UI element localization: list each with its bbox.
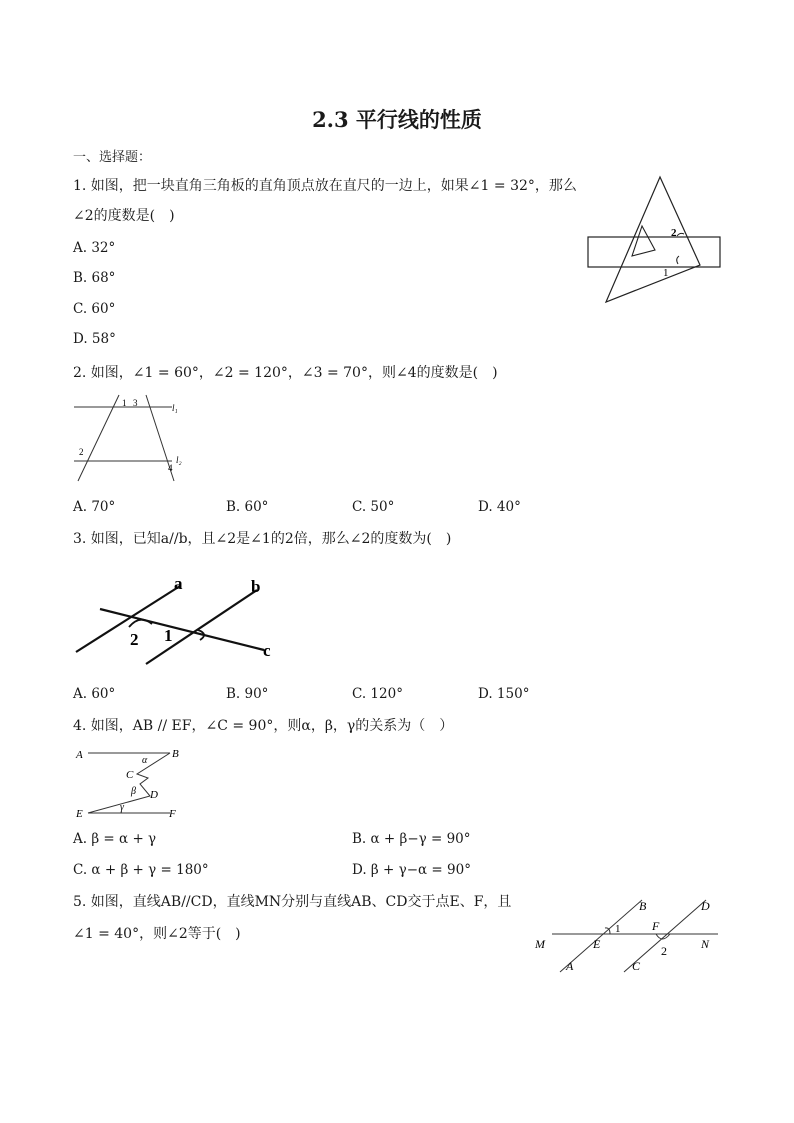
label-l2: l₂ [176, 455, 182, 465]
angle-2-arc [129, 620, 152, 627]
label-e: E [76, 808, 83, 820]
label-n: N [701, 937, 710, 951]
label-1: 1 [615, 923, 621, 935]
q4-option-c: C. α + β + γ = 180° [73, 862, 209, 878]
label-beta: β [131, 786, 136, 797]
q2-option-c: C. 50° [352, 499, 395, 515]
label-m: M [535, 937, 545, 951]
q1-option-b: B. 68° [73, 270, 116, 286]
label-2: 2 [79, 447, 84, 457]
q2-figure-parallel-lines [72, 393, 192, 485]
q2-option-a: A. 70° [73, 499, 116, 515]
page-title: 2.3 平行线的性质 [312, 107, 482, 132]
label-f: F [652, 919, 660, 933]
label-l1: l₁ [172, 403, 178, 413]
q1-option-d: D. 58° [73, 331, 116, 347]
q1-option-a: A. 32° [73, 240, 116, 256]
q3-option-d: D. 150° [478, 686, 530, 702]
q2-option-b: B. 60° [226, 499, 269, 515]
label-2: 2 [130, 630, 139, 649]
label-f: F [169, 808, 176, 820]
label-2: 2 [661, 944, 667, 958]
label-d: D [701, 899, 710, 913]
angle-1-arc [677, 256, 679, 264]
q4-figure-zigzag [72, 744, 192, 824]
inner-triangle [632, 226, 655, 256]
question-5-line-1: 5. 如图，直线AB//CD，直线MN分别与直线AB、CD交于点E、F，且 [73, 894, 512, 910]
label-2: 2 [671, 227, 677, 239]
label-b: B [639, 899, 647, 913]
q4-option-d: D. β + γ−α = 90° [352, 862, 471, 878]
line-b [146, 590, 257, 664]
question-5-line-2: ∠1 = 40°，则∠2等于( ) [73, 926, 241, 942]
question-4-line-1: 4. 如图，AB // EF，∠C = 90°，则α，β，γ的关系为（ ） [73, 718, 454, 734]
q3-option-a: A. 60° [73, 686, 116, 702]
label-c: c [263, 641, 271, 660]
section-heading: 一、选择题： [73, 150, 152, 165]
transversal-left [78, 395, 119, 481]
label-1: 1 [663, 267, 669, 279]
label-gamma: γ [120, 802, 124, 813]
question-2-line-1: 2. 如图，∠1 = 60°，∠2 = 120°，∠3 = 70°，则∠4的度数是( ) [73, 365, 498, 381]
label-1: 1 [164, 626, 173, 645]
q1-option-c: C. 60° [73, 301, 116, 317]
q3-option-b: B. 90° [226, 686, 269, 702]
label-c: C [126, 769, 134, 781]
label-d: D [150, 789, 158, 801]
label-e: E [593, 937, 601, 951]
label-alpha: α [142, 755, 148, 766]
label-a: a [174, 574, 183, 593]
q4-option-b: B. α + β−γ = 90° [352, 831, 471, 847]
label-b: B [172, 748, 179, 760]
q3-figure-parallel-lines [72, 572, 282, 667]
zigzag-path [88, 753, 170, 813]
label-4: 4 [168, 463, 173, 473]
q5-figure-parallel-lines [530, 892, 730, 982]
line-c [100, 609, 264, 650]
outer-triangle [606, 177, 700, 302]
q3-option-c: C. 120° [352, 686, 403, 702]
label-b: b [251, 577, 261, 596]
label-3: 3 [133, 398, 138, 408]
label-a: A [566, 959, 574, 973]
question-3-line-1: 3. 如图，已知a//b，且∠2是∠1的2倍，那么∠2的度数为( ) [73, 531, 452, 547]
angle-2-arc [677, 233, 684, 236]
label-c: C [632, 959, 641, 973]
label-a: A [76, 749, 83, 761]
question-1-line-1: 1. 如图，把一块直角三角板的直角顶点放在直尺的一边上，如果∠1 = 32°，那么 [73, 178, 577, 194]
q2-option-d: D. 40° [478, 499, 521, 515]
q1-figure-ruler-triangle [580, 172, 730, 307]
ruler [588, 237, 720, 267]
question-1-line-2: ∠2的度数是( ) [73, 208, 175, 224]
q4-option-a: A. β = α + γ [73, 831, 157, 847]
label-1: 1 [122, 398, 127, 408]
